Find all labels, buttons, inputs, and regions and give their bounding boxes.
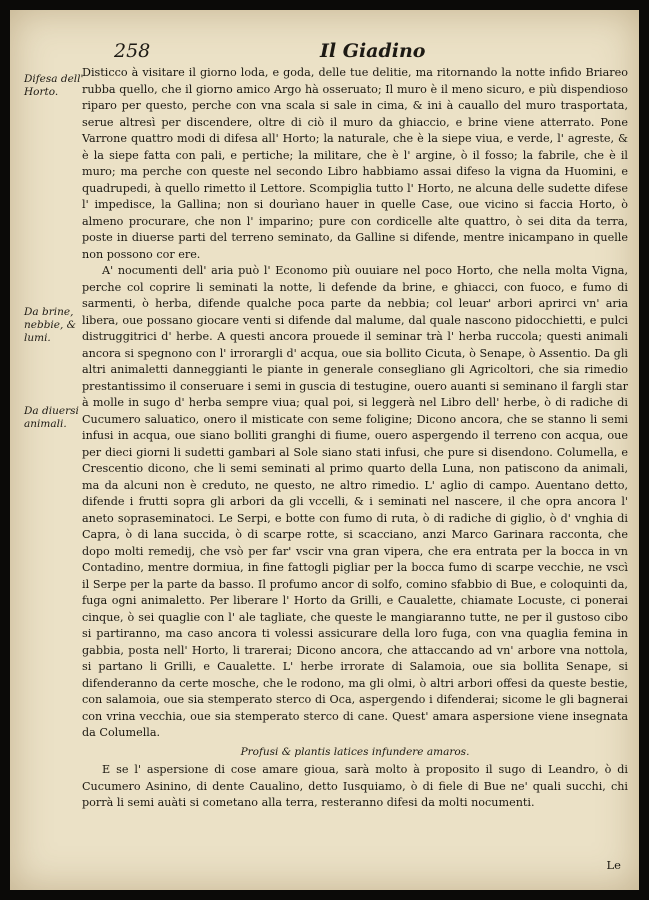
paragraph: E se l' aspersione di cose amare gioua, sarà molto à proposito il sugo di Leandro, ò di Cucumero Asinino, di dente Caualino, detto Iusquiamo, ò di fiele di Bue ne' quali succhi, chi porrà li semi auàti si cometano alla terra, resteranno difesi da molti nocumenti. bbox=[82, 763, 628, 809]
margin-note-animals: Da diuersi animali. bbox=[24, 405, 79, 430]
catchword: Le bbox=[606, 858, 621, 872]
body-text bbox=[82, 65, 628, 812]
margin-note-defense: Difesa dell' Horto. bbox=[24, 73, 84, 98]
margin-note-frost: Da brine, nebbie, & lumi. bbox=[24, 306, 77, 344]
running-head: Il Giadino bbox=[320, 40, 426, 62]
paragraph: Disticco à visitare il giorno loda, e goda, delle tue delitie, ma ritornando la notte infido Briareo rubba quello, che il giorno amico Argo hà osseruato; Il muro è il meno sicuro, e più dispendioso riparo per questo, perche con vna scala si sale in cima, & ini à cauallo del muro trasportata, serue altresì per discendere, oltre di ciò il muro da ghiaccio, e brine viene atterrato. Pone Varrone quattro modi di difesa all' Horto; la naturale, che è la siepe viua, e verde, l' agreste, & è la siepe fatta con pali, e pertiche; la militare, che è l' argine, ò il fosso; la fabrile, che è il muro; ma perche con queste nel secondo Libro habbiamo assai difeso la vigna da Huomini, e quadrupedi, à quello rimetto il Lettore. Scompiglia tutto l' Horto, ne alcuna delle sudette difese l' impedisce, la Gallina; non si dourìano hauer in quelle Case, oue vicino si faccia Horto, ò almeno procurare, che non l' imparino; pure con cordicelle alte quattro, ò sei dita da terra, poste in diuerse parti del terreno seminato, da Galline si difende, mentre inicampano in quelle non possono cor ere. bbox=[82, 66, 628, 261]
page-number: 258 bbox=[114, 40, 151, 62]
paragraph: A' nocumenti dell' aria può l' Economo più ouuiare nel poco Horto, che nella molta Vigna, perche col coprire li seminati la notte, li defende da brine, e ghiacci, con fuoco, e fumo di sarmenti, ò herba, difende qualche poca parte da nebbia; col leuar' arbori aprirci vn' aria libera, oue possano giocare venti si difende dal malume, dal quale nascono pidocchietti, e pulci distruggitrici d' herbe. A questi ancora prouede il seminar trà l' herba ruccola; questi animali ancora si spegnono con l' irrorargli d' acqua, oue sia bollito Cicuta, ò Senape, ò Assentio. Da gli altri animaletti danneggianti le piante in generale consegliano gli Agricoltori, che sia rimedio prestantissimo il conseruare i semi in guscia di testugine, ouero auanti si seminano il fargli star à molle in sugo d' herba sempre viua; qual poi, si leggerà nel Libro dell' herbe, ò di radiche di Cucumero saluatico, onero il misticate con seme foligine; Dicono ancora, che se stanno li semi infusi in acqua, oue siano bolliti granghi di fiume, ouero aspergendo il terreno con acqua, oue per dieci giorni li sudetti gambari al Sole siano stati infusi, che pure si disendono. Columella, e Crescentio dicono, che li semi seminati al primo quarto della Luna, non patiscono da animali, ma da alcuni non è creduto, ne questo, ne altro rimedio. L' aglio di campo. Auentano detto, difende i frutti sopra gli arbori da gli vccelli, & i seminati nel nascere, il che opra ancora l' aneto sopraseminatoci. Le Serpi, e botte con fumo di ruta, ò di radiche di giglio, ò d' vnghia di Capra, ò di lana succida, ò di scarpe rotte, si scacciano, anzi Marco Garinara racconta, che dopo molti remedij, che vsò per far' vscir vna gran vipera, che era entrata per la bocca in vn Contadino, mentre dormiua, in fine fattogli pigliar per la bocca fumo di scarpe vecchie, ne vscì il Serpe per la parte da basso. Il profumo ancor di solfo, comino sfabbio di Bue, e coloquinti da, fuga ogni animaletto. Per liberare l' Horto da Grilli, e Caualette, chiamate Locuste, ci ponerai cinque, ò sei quaglie con l' ale tagliate, che queste le mangiaranno tutte, ne per il gustoso cibo si partiranno, ma caso ancora ti volessi assicurare della loro fuga, con vna quaglia femina in gabbia, posta nell' Horto, li trarerai; Dicono ancora, che attaccando ad vn' arbore vna nottola, si partano li Grilli, e Caualette. L' herbe irrorate di Salamoia, oue sia bollita Senape, si difenderanno da certe mosche, che le rodono, ma gli olmi, ò altri arbori offesi da queste bestie, con salamoia, oue sia stemperato sterco di Oca, aspergendo i difenderai; sicome le gli bagnerai con vrina vecchia, oue sia stemperato sterco di cane. Quest' amara aspersione viene insegnata da Columella. bbox=[82, 264, 628, 739]
book-page bbox=[10, 10, 639, 890]
section-subheading: Profusi & plantis latices infundere amaros. bbox=[240, 745, 470, 758]
